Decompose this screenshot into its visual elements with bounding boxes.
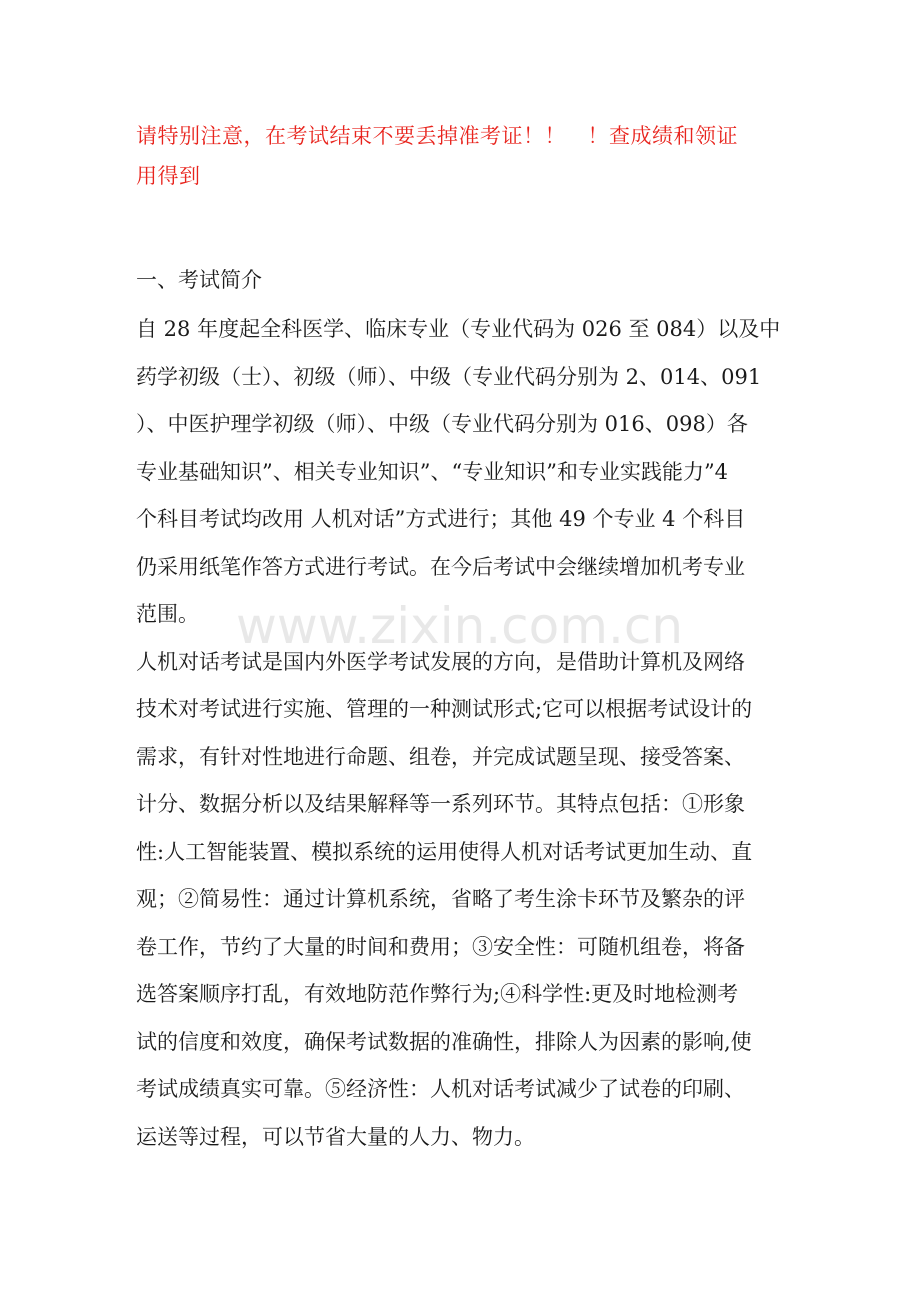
paragraph-line: 卷工作，节约了大量的时间和费用；③安全性：可随机组卷，将备 <box>136 934 745 959</box>
paragraph-features <box>136 639 816 1162</box>
paragraph-line: 自 28 年度起全科医学、临床专业（专业代码为 026 至 084）以及中 <box>136 317 781 341</box>
paragraph-line: 考试成绩真实可靠。⑤经济性：人机对话考试减少了试卷的印刷、 <box>136 1077 745 1101</box>
paragraph-line: 观；②简易性：通过计算机系统，省略了考生涂卡环节及繁杂的评 <box>136 887 745 911</box>
paragraph-line: 范围。 <box>136 602 199 626</box>
paragraph-scope <box>136 306 816 639</box>
exam-notice <box>136 116 796 196</box>
paragraph-line: 人机对话考试是国内外医学考试发展的方向，是借助计算机及网络 <box>136 649 745 674</box>
paragraph-line: 专业基础知识”、相关专业知识”、“专业知识”和专业实践能力”4 <box>136 459 729 484</box>
paragraph-line: 个科目考试均改用 人机对话”方式进行；其他 49 个专业 4 个科目 <box>136 507 746 531</box>
paragraph-line: ）、中医护理学初级（师）、中级（专业代码分别为 016、098）各 <box>136 412 748 436</box>
paragraph-line: 技术对考试进行实施、管理的一种测试形式;它可以根据考试设计的 <box>136 697 753 721</box>
notice-line: 请特别注意，在考试结束不要丢掉准考证！！ ！查成绩和领证 <box>136 124 738 148</box>
paragraph-line: 试的信度和效度，确保考试数据的准确性，排除人为因素的影响,使 <box>136 1029 752 1054</box>
watermark-text: www.zixin.com.cn <box>236 597 684 655</box>
paragraph-line: 选答案顺序打乱，有效地防范作弊行为;④科学性:更及时地检测考 <box>136 982 739 1006</box>
paragraph-line: 需求，有针对性地进行命题、组卷，并完成试题呈现、接受答案、 <box>136 744 745 769</box>
notice-line: 用得到 <box>136 164 201 188</box>
paragraph-line: 仍采用纸笔作答方式进行考试。在今后考试中会继续增加机考专业 <box>136 554 745 579</box>
paragraph-line: 计分、数据分析以及结果解释等一系列环节。其特点包括：①形象 <box>136 792 745 816</box>
paragraph-line: 运送等过程，可以节省大量的人力、物力。 <box>136 1124 535 1149</box>
paragraph-line: 药学初级（士）、初级（师）、中级（专业代码分别为 2、014、091 <box>136 364 762 389</box>
paragraph-line: 性:人工智能装置、模拟系统的运用使得人机对话考试更加生动、直 <box>136 839 753 864</box>
section-heading: 一、考试简介 <box>136 268 262 292</box>
section-body <box>136 306 816 1161</box>
